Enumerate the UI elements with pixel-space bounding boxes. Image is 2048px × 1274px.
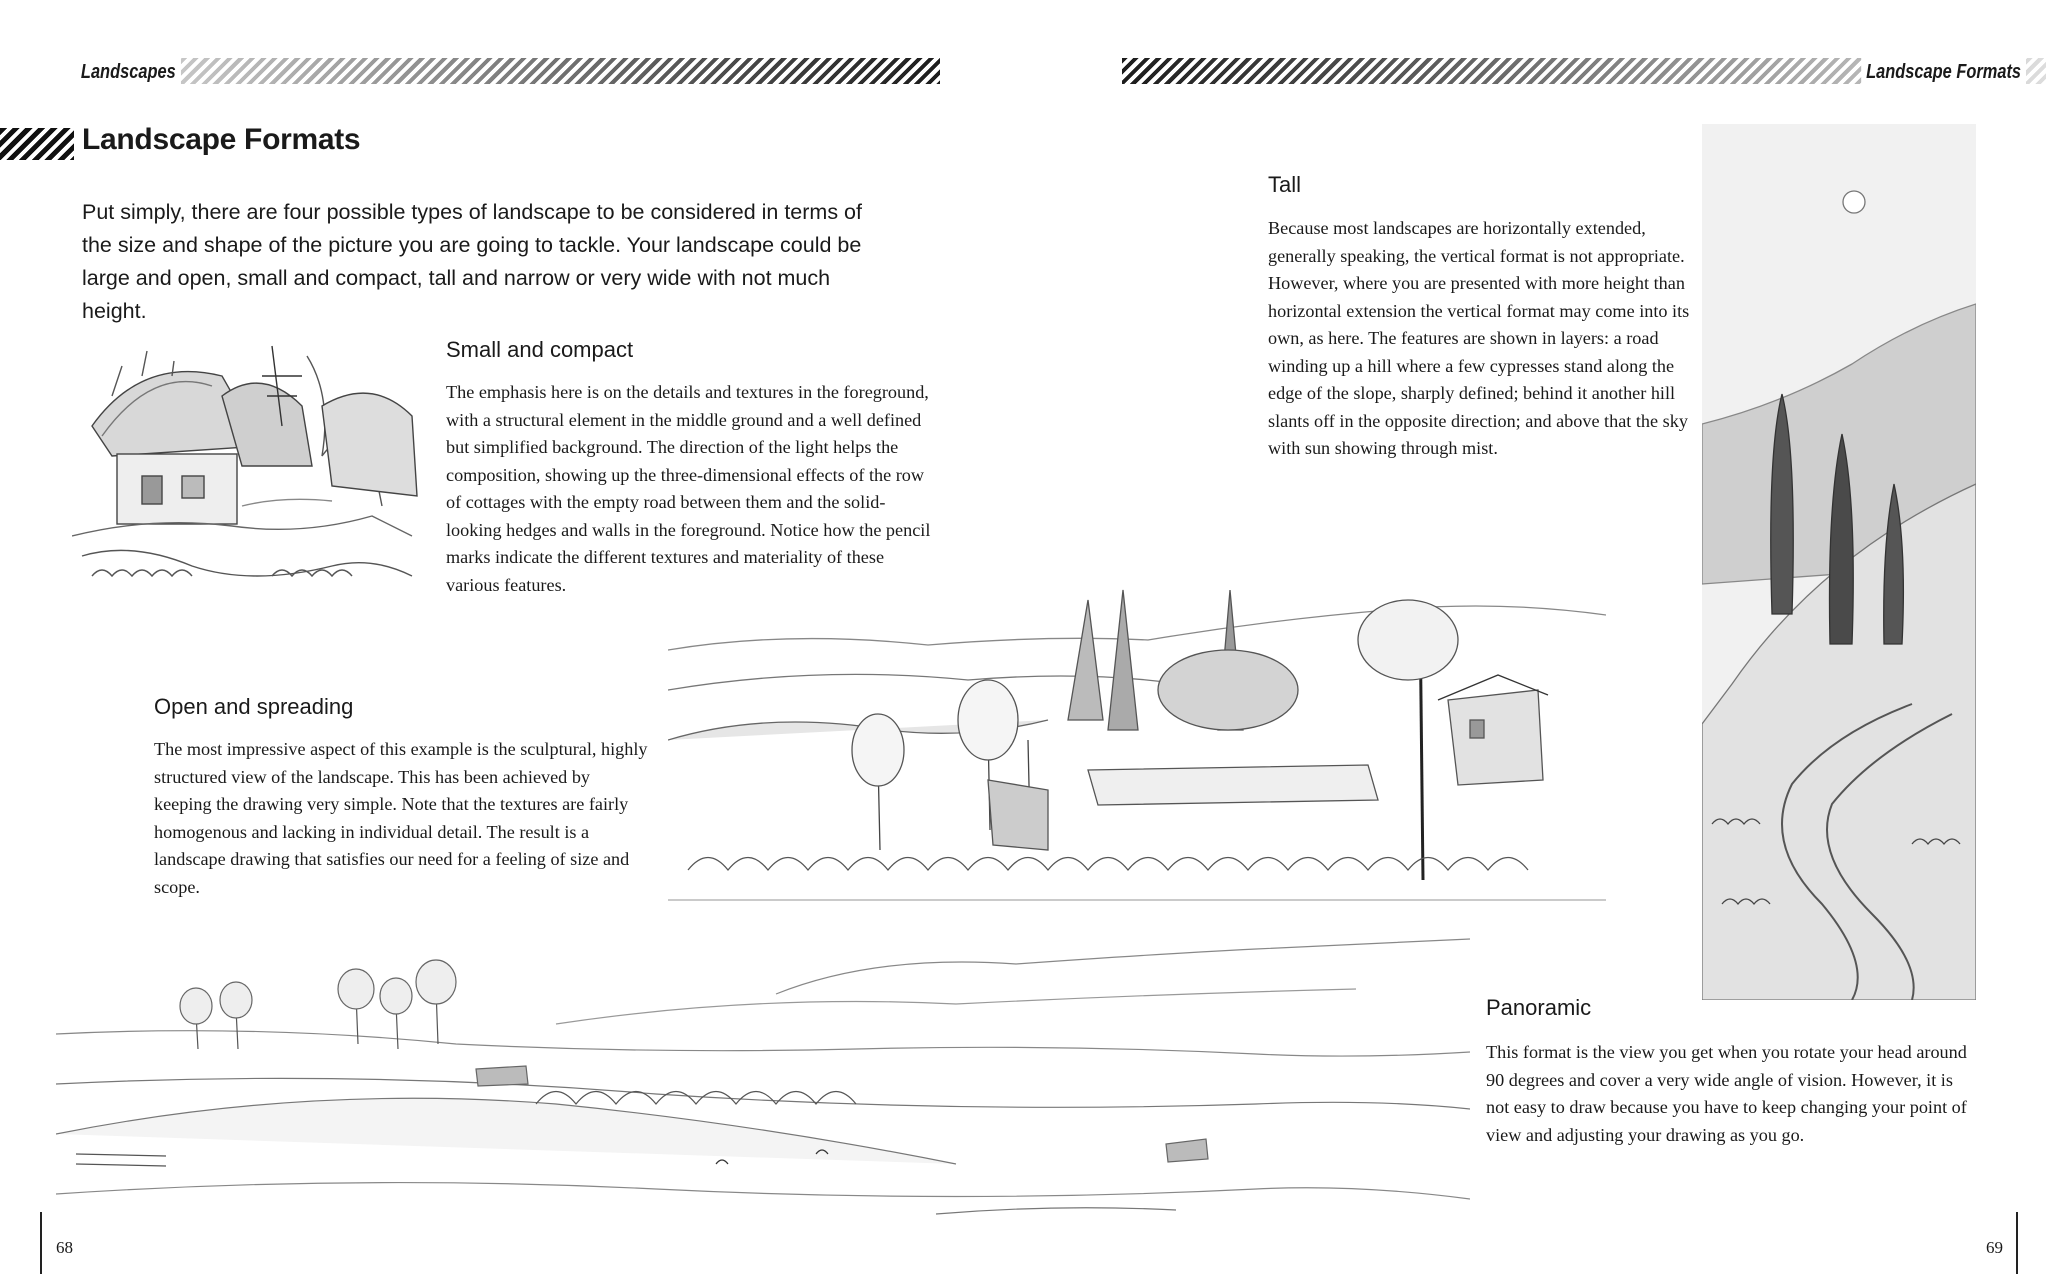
tall-landscape-sketch (1702, 124, 1976, 1000)
panoramic-landscape-sketch (56, 934, 1470, 1228)
small-compact-text: The emphasis here is on the details and textures in the foreground, with a structural element in the middle ground and a well defined but simplified background. The direction of the light helps the composition, showing up the three-dimensional effects of the row of cottages with the empty road between them and the solid-looking hedges and walls in the foreground. Notice how the pencil marks indicate the different textures and materiality of these various features. (446, 382, 931, 595)
left-running-head-bar (80, 58, 940, 84)
tall-heading: Tall (1268, 172, 1302, 197)
left-page-edge-rule (40, 1212, 42, 1274)
cottage-sketch (72, 336, 424, 600)
open-spreading-heading: Open and spreading (154, 694, 354, 719)
small-compact-heading: Small and compact (446, 337, 634, 362)
panoramic-text: This format is the view you get when you rotate your head around 90 degrees and cover a very wide angle of vision. However, it is not easy to draw because you have to keep changing your point of view and adjusting your drawing as you go. (1486, 1042, 1967, 1145)
panoramic-heading: Panoramic (1486, 995, 1592, 1020)
tall-text: Because most landscapes are horizontally extended, generally speaking, the vertical format is not appropriate. However, where you are presented with more height than horizontal extension the vertical format may come into its own, as here. The features are shown in layers: a road winding up a hill where a few cypresses stand along the edge of the slope, sharply defined; behind it another hill slants off in the opposite direction; and above that the sky with sun showing through mist. (1268, 218, 1690, 458)
right-running-title: Landscape Formats (1861, 58, 2026, 86)
left-running-title: Landscapes (76, 58, 181, 86)
left-page-number: 68 (56, 1238, 73, 1257)
open-spreading-text: The most impressive aspect of this example is the sculptural, highly structured view of the landscape. This has been achieved by keeping the drawing very simple. Note that the textures are fairly homogenous and lacking in individual detail. The result is a landscape drawing that satisfies our need for a feeling of size and scope. (154, 739, 648, 897)
page-title: Landscape Formats (82, 123, 361, 156)
right-page-edge-rule (2016, 1212, 2018, 1274)
title-marker-bar (0, 128, 74, 160)
intro-paragraph: Put simply, there are four possible types of landscape to be considered in terms of the size and shape of the picture you are going to tackle. Your landscape could be large and open, small and compact, tall and narrow or very wide with not much height. (82, 200, 862, 323)
right-page-number: 69 (1986, 1238, 2003, 1257)
open-landscape-sketch (668, 580, 1606, 906)
